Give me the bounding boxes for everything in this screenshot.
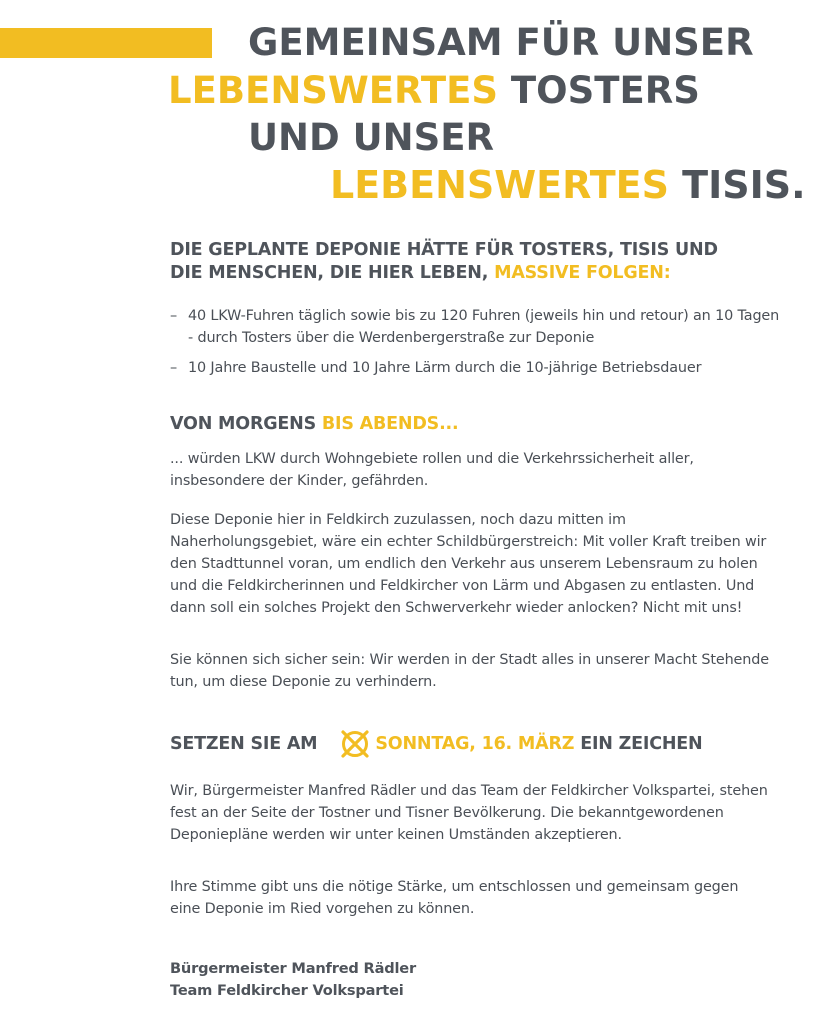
headline-line-2-accent: LEBENSWERTES	[168, 69, 499, 112]
section1-heading-line-2	[170, 262, 718, 285]
bullet-item	[170, 357, 780, 379]
signature-name: Bürgermeister Manfred Rädler	[170, 960, 416, 977]
headline-line-1	[248, 21, 754, 65]
vote-prefix: SETZEN SIE AM	[170, 734, 318, 754]
bullet-item	[170, 305, 780, 349]
headline-line-4-rest: TISIS.	[668, 163, 806, 207]
section1-heading-line-1: DIE GEPLANTE DEPONIE HÄTTE FÜR TOSTERS, TISIS UND	[170, 240, 718, 260]
section2-heading-accent: BIS ABENDS...	[321, 414, 459, 434]
paragraph: Sie können sich sicher sein: Wir werden in der Stadt alles in unserer Macht Stehende tun, um diese Deponie zu verhindern.	[170, 652, 769, 690]
vote-callout	[170, 727, 702, 761]
headline-line-4-accent: LEBENSWERTES	[330, 163, 669, 207]
signature	[170, 958, 416, 1002]
headline-line-3	[248, 116, 494, 160]
paragraph: Ihre Stimme gibt uns die nötige Stärke, um entschlossen und gemeinsam gegen eine Deponie im Ried vorgehen zu können.	[170, 879, 739, 917]
vote-suffix: EIN ZEICHEN	[580, 734, 703, 754]
bullet-text: 10 Jahre Baustelle und 10 Jahre Lärm durch die 10-jährige Betriebsdauer	[188, 360, 702, 376]
ballot-cross-icon	[337, 726, 373, 762]
accent-bar	[0, 28, 212, 58]
bullet-dash: –	[170, 360, 178, 376]
section1-heading-line-2-text: DIE MENSCHEN, DIE HIER LEBEN,	[170, 263, 489, 283]
section2-heading	[170, 413, 458, 436]
vote-date: SONNTAG, 16. MÄRZ	[375, 734, 575, 754]
section1-heading-accent: MASSIVE FOLGEN:	[494, 263, 671, 283]
paragraph: Diese Deponie hier in Feldkirch zuzulassen, noch dazu mitten im Naherholungsgebiet, wäre ein echter Schildbürgerstreich: Mit voller Kraft treiben wir den Stadttunnel voran, um endlich den Verkehr aus unserem Lebensraum zu holen und die Feldkircherinnen und Feldkircher von Lärm und Abgasen zu entlasten. Und dann soll ein solches Projekt den Schwerverkehr wieder anlocken? Nicht mit uns!	[170, 512, 767, 616]
section1-heading	[170, 239, 718, 285]
signature-team: Team Feldkircher Volkspartei	[170, 982, 404, 999]
headline-line-1-text: GEMEINSAM FÜR UNSER	[248, 21, 754, 64]
headline-line-2-rest: TOSTERS	[498, 69, 700, 112]
headline-line-4	[330, 163, 806, 207]
paragraph: Wir, Bürgermeister Manfred Rädler und das Team der Feldkircher Volkspartei, stehen fest an der Seite der Tostner und Tisner Bevölkerung. Die bekanntgewordenen Deponiepläne werden wir unter keinen Umständen akzeptieren.	[170, 783, 768, 843]
headline-line-3-text: UND UNSER	[248, 116, 495, 159]
bullet-text: 40 LKW-Fuhren täglich sowie bis zu 120 Fuhren (jeweils hin und retour) an 10 Tagen - durch Tosters über die Werdenbergerstraße zur Deponie	[188, 308, 780, 346]
section2-heading-text: VON MORGENS	[170, 414, 316, 434]
headline-line-2	[168, 69, 700, 113]
bullet-dash: –	[170, 308, 178, 324]
paragraph: ... würden LKW durch Wohngebiete rollen und die Verkehrssicherheit aller, insbesondere der Kinder, gefährden.	[170, 451, 694, 489]
